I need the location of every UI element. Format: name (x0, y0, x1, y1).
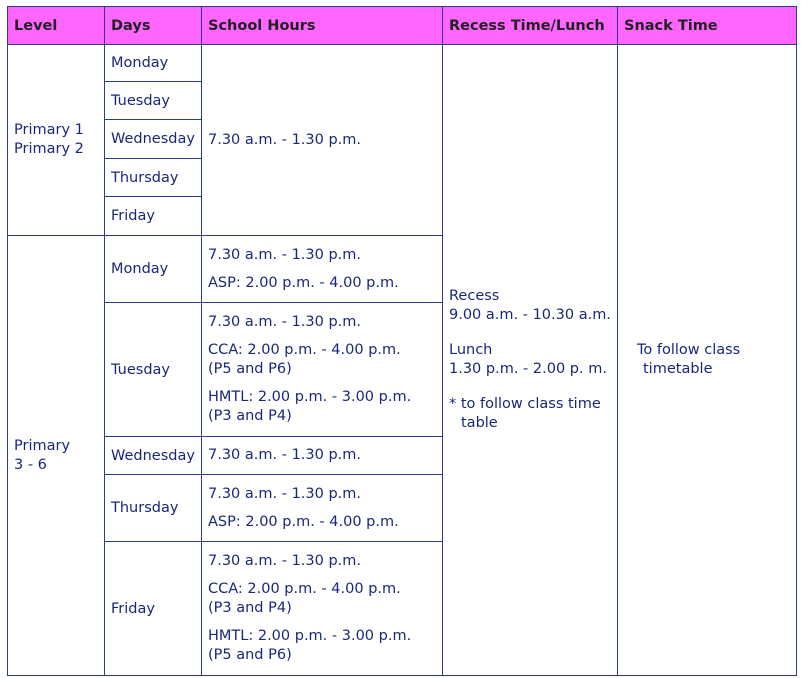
hours-line: (P5 and P6) (208, 647, 292, 663)
header-recess-lunch: Recess Time/Lunch (443, 7, 618, 45)
hours-line: ASP: 2.00 p.m. - 4.00 p.m. (208, 513, 399, 530)
hours-cell (202, 437, 443, 475)
hours-cell (202, 475, 443, 542)
recess-note: * to follow class time (449, 396, 601, 412)
day-cell: Wednesday (105, 437, 202, 475)
hours-line: (P3 and P4) (208, 408, 292, 424)
recess-note: table (461, 415, 498, 431)
recess-time: 9.00 a.m. - 10.30 a.m. (449, 307, 611, 323)
recess-lunch-cell (443, 45, 618, 676)
day-cell: Thursday (105, 159, 202, 197)
day-cell: Tuesday (105, 82, 202, 120)
day-cell: Monday (105, 236, 202, 303)
hours-line: HMTL: 2.00 p.m. - 3.00 p.m. (208, 628, 412, 644)
day-cell: Friday (105, 197, 202, 236)
hours-line: (P5 and P6) (208, 361, 292, 377)
level-primary-3-6 (8, 236, 105, 676)
snack-text: timetable (643, 361, 713, 377)
school-hours-table (7, 6, 797, 676)
day-cell: Friday (105, 542, 202, 676)
level-label: 3 - 6 (14, 456, 47, 473)
snack-text: To follow class (637, 342, 741, 358)
hours-primary-1-2: 7.30 a.m. - 1.30 p.m. (202, 45, 443, 236)
header-days: Days (105, 7, 202, 45)
hours-line: ASP: 2.00 p.m. - 4.00 p.m. (208, 274, 399, 291)
hours-line: 7.30 a.m. - 1.30 p.m. (208, 553, 362, 569)
hours-line: 7.30 a.m. - 1.30 p.m. (208, 447, 362, 463)
hours-cell (202, 236, 443, 303)
hours-line: (P3 and P4) (208, 600, 292, 616)
day-cell: Tuesday (105, 303, 202, 437)
hours-line: 7.30 a.m. - 1.30 p.m. (208, 246, 362, 263)
day-cell: Wednesday (105, 120, 202, 159)
hours-line: HMTL: 2.00 p.m. - 3.00 p.m. (208, 389, 412, 405)
header-level: Level (8, 7, 105, 45)
hours-line: 7.30 a.m. - 1.30 p.m. (208, 485, 362, 502)
level-label: Primary 1 (14, 122, 84, 138)
table-row (8, 45, 797, 82)
level-label: Primary (14, 437, 71, 454)
hours-line: CCA: 2.00 p.m. - 4.00 p.m. (208, 342, 401, 358)
day-cell: Thursday (105, 475, 202, 542)
lunch-label: Lunch (449, 342, 493, 358)
header-row (8, 7, 797, 45)
day-cell: Monday (105, 45, 202, 82)
lunch-time: 1.30 p.m. - 2.00 p. m. (449, 361, 607, 377)
hours-cell (202, 542, 443, 676)
snack-time-cell (618, 45, 797, 676)
level-label: Primary 2 (14, 141, 84, 157)
hours-cell (202, 303, 443, 437)
header-school-hours: School Hours (202, 7, 443, 45)
hours-line: 7.30 a.m. - 1.30 p.m. (208, 314, 362, 330)
level-primary-1-2 (8, 45, 105, 236)
recess-label: Recess (449, 288, 500, 304)
header-snack-time: Snack Time (618, 7, 797, 45)
hours-line: CCA: 2.00 p.m. - 4.00 p.m. (208, 581, 401, 597)
